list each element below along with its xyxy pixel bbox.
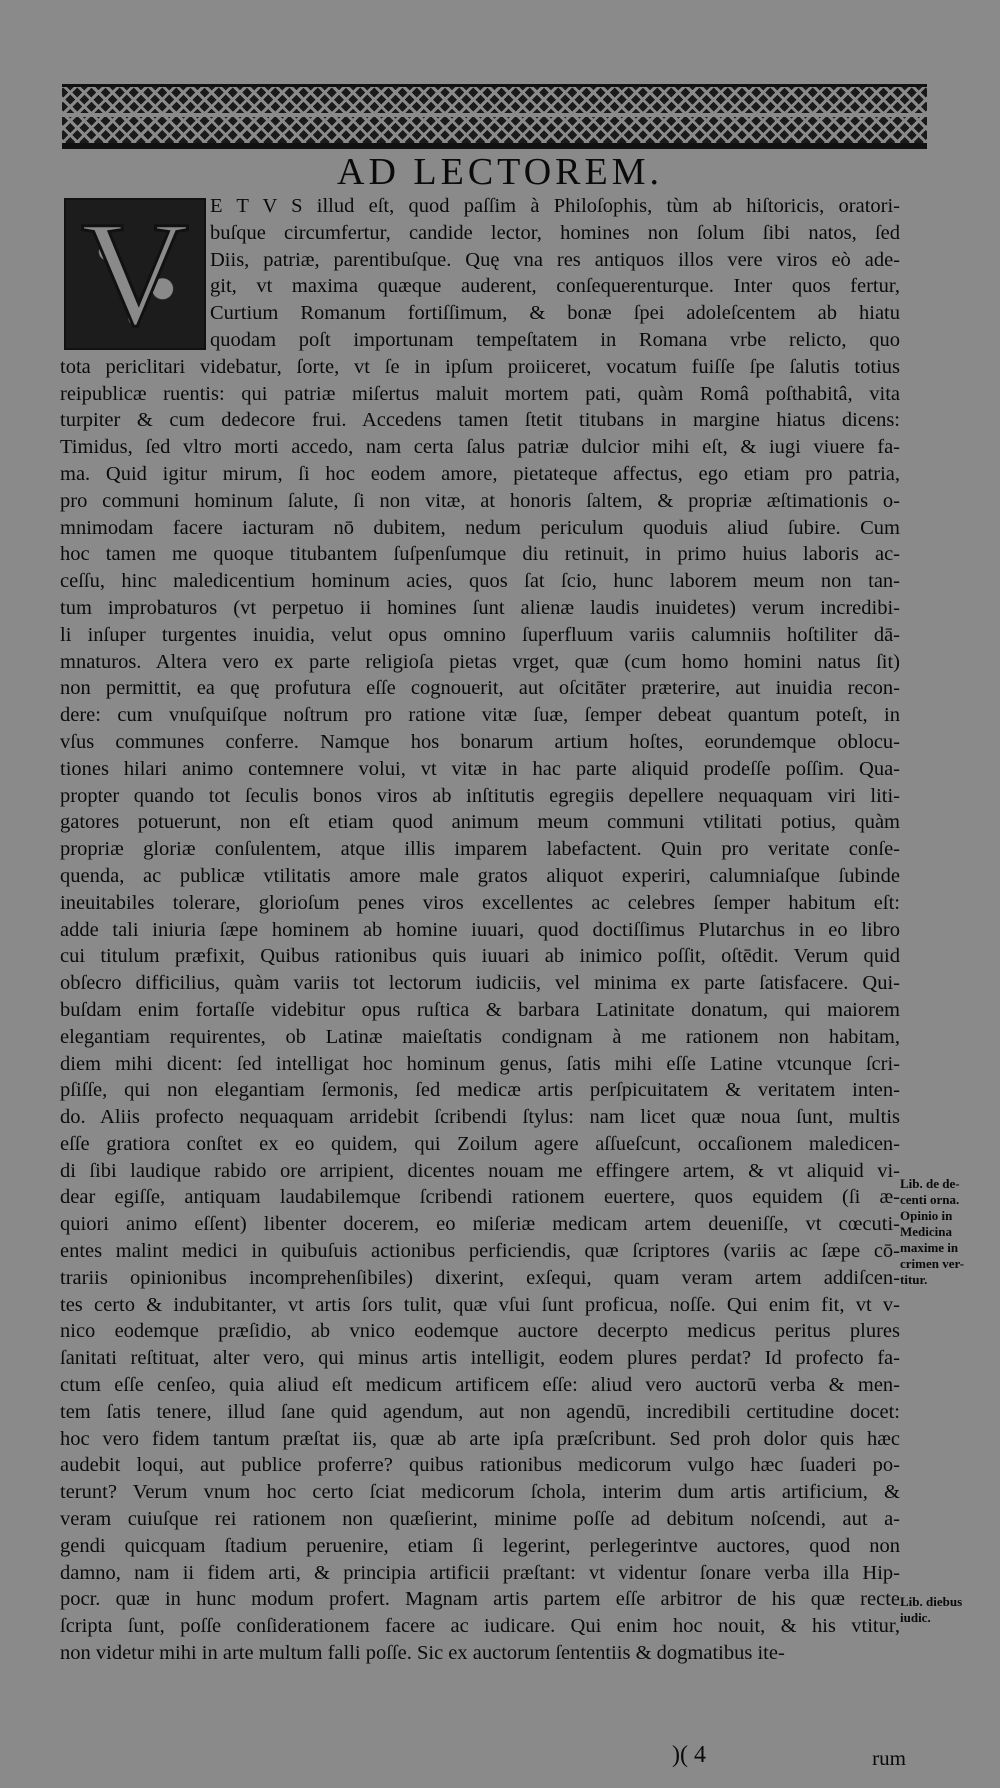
text-line: obſecro difficilius, quàm variis tot lectorum iudiciis, vel minima ex parte ſatisfacere. Qui- <box>60 972 900 995</box>
text-line: reipublicæ ruentis: qui patriæ miſertus maluit mortem pati, quàm Româ poſthabitâ, vita <box>60 382 900 405</box>
margin-note-line: maxime in <box>900 1240 959 1255</box>
text-line: turpiter & cum dedecore frui. Accedens tamen ſtetit titubans in margine hiatus dicens: <box>60 409 900 432</box>
text-line: terunt? Verum vnum hoc certo ſciat medicorum ſchola, interim dum artis artificium, & <box>60 1481 900 1504</box>
text-line: entes malint medici in quibuſuis actionibus perficiendis, quæ ſcriptores (variis ac ſæpe cō- <box>60 1240 900 1263</box>
text-line: ineuitabiles tolerare, glorioſum penes viros excellentes ac celebres ſemper habitum eſt: <box>60 891 900 914</box>
text-line: quenda, ac publicæ vtilitatis amore male gratos aliquot experiri, calumniaſque ſubinde <box>60 864 900 887</box>
page-footer <box>60 1742 906 1772</box>
text-line: tem ſatis tenere, illud ſane quid agendum, aut non agendū, incredibili certitudine docet: <box>60 1400 900 1423</box>
margin-note-diebus <box>900 1594 995 1626</box>
text-line: ctum eſſe cenſeo, quia aliud eſt medicum artificem eſſe: aliud vero auctorū verba & men- <box>60 1374 900 1397</box>
text-line: propter quando tot ſeculis bonos viros ab inſtitutis egregiis depellere nequaquam viri liti- <box>60 784 900 807</box>
text-line: di ſibi laudique rabido ore arripient, dicentes nouam me effingere artem, & vt aliquid vi- <box>60 1159 900 1182</box>
text-line: E T V S illud eſt, quod paſſim à Philoſophis, tùm ab hiſtoricis, oratori- <box>210 195 900 217</box>
text-line: non videtur mihi in arte multum falli poſſe. Sic ex auctorum ſententiis & dogmatibus ite- <box>60 1642 785 1665</box>
text-line: mnaturos. Altera vero ex parte religioſa pietas vrget, quæ (cum homo homini natus ſit) <box>60 650 900 673</box>
margin-note-line: Opinio in <box>900 1208 953 1223</box>
margin-note-line: Medicina <box>900 1224 952 1239</box>
text-line: Diis, patriæ, parentibuſque. Quę vna res antiquos illos vere viros eò ade- <box>210 248 900 271</box>
text-line: pocr. quæ in hunc modum profert. Magnam artis partem eſſe arbitror de his quæ recte <box>60 1588 900 1611</box>
text-line: gendi quicquam ſtadium peruenire, etiam ſi legerint, perlegerintve auctores, quod non <box>60 1534 900 1557</box>
text-line: ceſſu, hinc maledicentium hominum acies, quos ſat ſcio, hunc laborem meum non tan- <box>60 570 900 593</box>
text-line: gatores potuerunt, non eſt etiam quod animum meum communi vtilitati potius, quàm <box>60 811 900 834</box>
text-line: cui titulum præfixit, Quibus rationibus quis iuuari ab inimico poſſit, oſtēdit. Verum quid <box>60 945 900 968</box>
text-line: buſdam enim fortaſſe videbitur opus ruſtica & barbara Latinitate donatum, qui maiorem <box>60 998 900 1021</box>
text-line: ſanitati reſtituat, alter vero, qui minus artis intelligit, eodem plures perdat? Id profecto fa- <box>60 1347 900 1370</box>
text-line: git, vt maxima quæque auderent, conſequerenturque. Inter quos fertur, <box>210 275 900 298</box>
margin-note-line: centi orna. <box>900 1192 960 1207</box>
text-line: ma. Quid igitur mirum, ſi hoc eodem amore, pietateque affectus, ego etiam pro patria, <box>60 462 900 485</box>
text-line: non permittit, ea quę profutura eſſe cognouerit, aut oſcitāter præterire, aut inuidia recon- <box>60 677 900 700</box>
text-line: dear egiſſe, antiquam laudabilemque ſcribendi rationem euertere, quos equidem (ſi æ- <box>60 1186 900 1209</box>
text-line: pro communi hominum ſalute, ſi non vitæ, at honoris ſaltem, & propriæ æſtimationis o- <box>60 489 900 512</box>
text-line: tiones hilari animo contemnere volui, vt vitæ in hac parte aliquid prodeſſe poſſim. Qua- <box>60 757 900 780</box>
decorative-header-band <box>62 84 927 146</box>
text-line: quiori animo eſſent) libenter docerem, eo miſeriæ medicam artem deueniſſe, vt cœcuti- <box>60 1213 900 1236</box>
page-heading: AD LECTOREM. <box>337 151 663 193</box>
text-line: trariis opinionibus incomprehenſibiles) dixerint, exſequi, quam veram artem addiſcen- <box>60 1266 900 1289</box>
text-line: buſque circumfertur, candide lector, homines non ſolum ſibi natos, ſed <box>210 221 900 244</box>
text-line: propriæ gloriæ conſulentem, atque illis imparem labefactent. Quin pro veritate conſe- <box>60 838 900 861</box>
text-line: ſcripta ſunt, poſſe conſiderationem facere ac iudicare. Qui enim hoc nouit, & his vtitur, <box>60 1615 900 1638</box>
text-line: hoc vero fidem tantum præſtat iis, quæ ab arte ipſa præſcribunt. Sed proh dolor quis hæc <box>60 1427 900 1450</box>
text-line: eſſe gratiora conſtet ex eo quidem, qui Zoilum agere aſſueſcunt, occaſionem maledicen- <box>60 1132 900 1155</box>
text-line: dere: cum vnuſquiſque noſtrum pro ratione vitæ ſuæ, ſemper debeat quantum poteſt, in <box>60 704 900 727</box>
text-line: tum improbaturos (vt perpetuo ii homines ſunt alienæ laudis inuidetes) verum incredibi- <box>60 596 900 619</box>
margin-note-decenti <box>900 1176 995 1288</box>
text-line: veram cuiuſque rei rationem non quæſierint, minime poſſe ad debitum noſcendi, aut a- <box>60 1508 900 1531</box>
text-line: diem mihi dicent: ſed intelligat hoc hominum genus, ſatis mihi eſſe Latine vtcunque ſcri- <box>60 1052 900 1075</box>
text-line: li inſuper turgentes inuidia, velut opus omnino ſuperfluum variis calumniis hoſtiliter dā- <box>60 623 900 646</box>
text-line: nico eodemque præſidio, ab vnico eodemque auctore decerpto medicus peritus plures <box>60 1320 900 1343</box>
text-line: mnimodam facere iacturam nō dubitem, nedum periculum quoduis aliud ſubire. Cum <box>60 516 900 539</box>
body-text <box>60 193 900 1667</box>
text-line: adde tali iniuria ſæpe hominem ab homine iuuari, quod doctiſſimus Plutarchus in eo libro <box>60 918 900 941</box>
margin-note-line: titur. <box>900 1272 928 1287</box>
text-line: elegantiam requirentes, ob Latinæ maieſtatis condignam à me rationem non habitam, <box>60 1025 900 1048</box>
margin-note-line: Lib. diebus <box>900 1594 963 1609</box>
text-line: do. Aliis profecto nequaquam arridebit ſcribendi ſtylus: nam licet quæ noua ſunt, multis <box>60 1106 900 1129</box>
margin-note-line: iudic. <box>900 1610 931 1625</box>
text-line: tota periclitari videbatur, ſorte, vt ſe in ipſum proiiceret, vocatum fuiſſe ſpe ſalutis totius <box>60 355 900 378</box>
text-line: Curtium Romanum fortiſſimum, & bonæ ſpei adoleſcentem ab hiatu <box>210 302 900 325</box>
text-line: hoc tamen me quoque titubantem ſuſpenſumque diu retinuit, in primo huius laboris ac- <box>60 543 900 566</box>
text-line: tes certo & indubitanter, vt artis ſors tulit, quæ vſui ſunt proficua, noſſe. Qui enim fit, vt v- <box>60 1293 900 1316</box>
text-line: vſus communes conferre. Namque hos bonarum artium hoſtes, eorundemque oblocu- <box>60 730 900 753</box>
text-line: quodam poſt importunam tempeſtatem in Romana vrbe relicto, quo <box>210 328 900 351</box>
text-line: Timidus, ſed vltro morti accedo, nam certa ſalus patriæ dulcior mihi eſt, & iugi viuere fa- <box>60 436 900 459</box>
catchword: rum <box>872 1746 906 1770</box>
text-line: audebit loqui, aut publice proferre? quibus rationibus medicorum vulgo hæc ſuaderi po- <box>60 1454 900 1477</box>
text-line: damno, nam ii fidem arti, & principia artificii præſtant: vt videntur ſonare verba illa Hip- <box>60 1561 900 1584</box>
text-line: pſiſſe, qui non elegantiam ſermonis, ſed medicæ artis perſpicuitatem & veritatem inten- <box>60 1079 900 1102</box>
margin-note-line: crimen ver- <box>900 1256 965 1271</box>
signature-mark: )( 4 <box>672 1742 706 1768</box>
header-band-divider <box>62 113 927 117</box>
initial-letter: V <box>80 191 190 357</box>
margin-note-line: Lib. de de- <box>900 1176 960 1191</box>
